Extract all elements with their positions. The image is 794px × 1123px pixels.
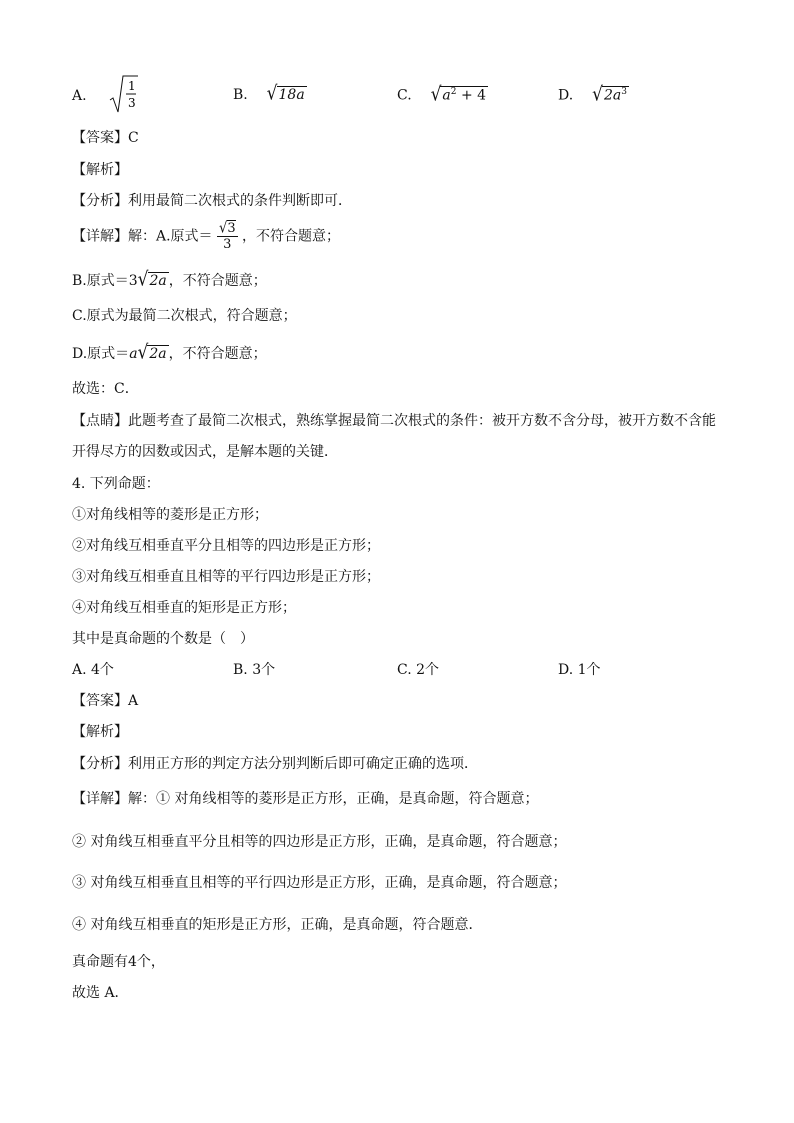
q4-stem: 4. 下列命题： — [72, 476, 160, 492]
q4-detail-1: 【详解】解：① 对角线相等的菱形是正方形，正确，是真命题，符合题意； — [72, 791, 539, 807]
frac-num: 1 — [128, 79, 137, 93]
radicand: $a^2 + 4$ — [442, 87, 487, 104]
option-letter: B. — [233, 87, 248, 103]
sqrt-sign: √ — [592, 83, 603, 107]
q4-option-c: C. 2个 — [397, 662, 440, 678]
q3-d-line: D.原式＝a√2a ，不符合题意； — [72, 341, 267, 365]
q3-answer: 【答案】C — [72, 130, 139, 146]
q4-choose: 故选 A． — [72, 985, 129, 1001]
radicand: 18a — [278, 87, 305, 103]
q3-fenxi: 【分析】利用最简二次根式的条件判断即可． — [72, 193, 352, 209]
option-letter: D. — [558, 87, 574, 104]
q4-option-d: D. 1个 — [558, 662, 601, 678]
q4-detail-4: ④ 对角线互相垂直的矩形是正方形，正确，是真命题，符合题意． — [72, 917, 483, 933]
option-c — [397, 83, 488, 107]
q4-count: 真命题有4个， — [72, 954, 165, 970]
radicand: $2a^3$ — [603, 87, 627, 104]
q3-dianjing-1: 【点睛】此题考查了最简二次根式，熟练掌握最简二次根式的条件：被开方数不含分母，被开方数不含能 — [72, 413, 716, 429]
frac-den: 3 — [128, 96, 137, 110]
q4-item-3: ③对角线互相垂直且相等的平行四边形是正方形； — [72, 569, 380, 585]
q4-jiexi: 【解析】 — [72, 724, 128, 740]
q4-option-a: A. 4个 — [72, 662, 114, 678]
q4-answer: 【答案】A — [72, 693, 139, 709]
option-d — [558, 83, 629, 107]
q3-choose: 故选：C． — [72, 381, 139, 397]
option-a — [72, 76, 139, 116]
q4-fenxi: 【分析】利用正方形的判定方法分别判断后即可确定正确的选项． — [72, 756, 478, 772]
q4-option-b: B. 3个 — [233, 662, 276, 678]
q4-detail-3: ③ 对角线互相垂直且相等的平行四边形是正方形，正确，是真命题，符合题意； — [72, 875, 567, 891]
q4-question: 其中是真命题的个数是（ ） — [72, 631, 254, 647]
q4-item-2: ②对角线互相垂直平分且相等的四边形是正方形； — [72, 538, 380, 554]
q4-detail-2: ② 对角线互相垂直平分且相等的四边形是正方形，正确，是真命题，符合题意； — [72, 834, 567, 850]
option-letter: A. — [72, 88, 87, 104]
option-letter: C. — [397, 87, 412, 104]
sqrt-sign: √ — [430, 83, 442, 107]
q3-jiexi: 【解析】 — [72, 162, 128, 178]
sqrt-fraction — [109, 74, 139, 114]
q3-b-line: B.原式＝3√2a ，不符合题意； — [72, 268, 267, 292]
option-b — [233, 82, 307, 106]
fraction: $\frac{√3}{3}$ — [219, 219, 236, 252]
q4-item-4: ④对角线互相垂直的矩形是正方形； — [72, 600, 296, 616]
q4-item-1: ①对角线相等的菱形是正方形； — [72, 507, 268, 523]
q3-dianjing-2: 开得尽方的因数或因式，是解本题的关键． — [72, 444, 338, 460]
sqrt-sign: √ — [266, 82, 278, 106]
q3-detail: 【详解】解：A.原式＝ $\frac{√3}{3}$ ，不符合题意； — [72, 219, 341, 252]
q3-c-line: C.原式为最简二次根式，符合题意； — [72, 308, 297, 324]
